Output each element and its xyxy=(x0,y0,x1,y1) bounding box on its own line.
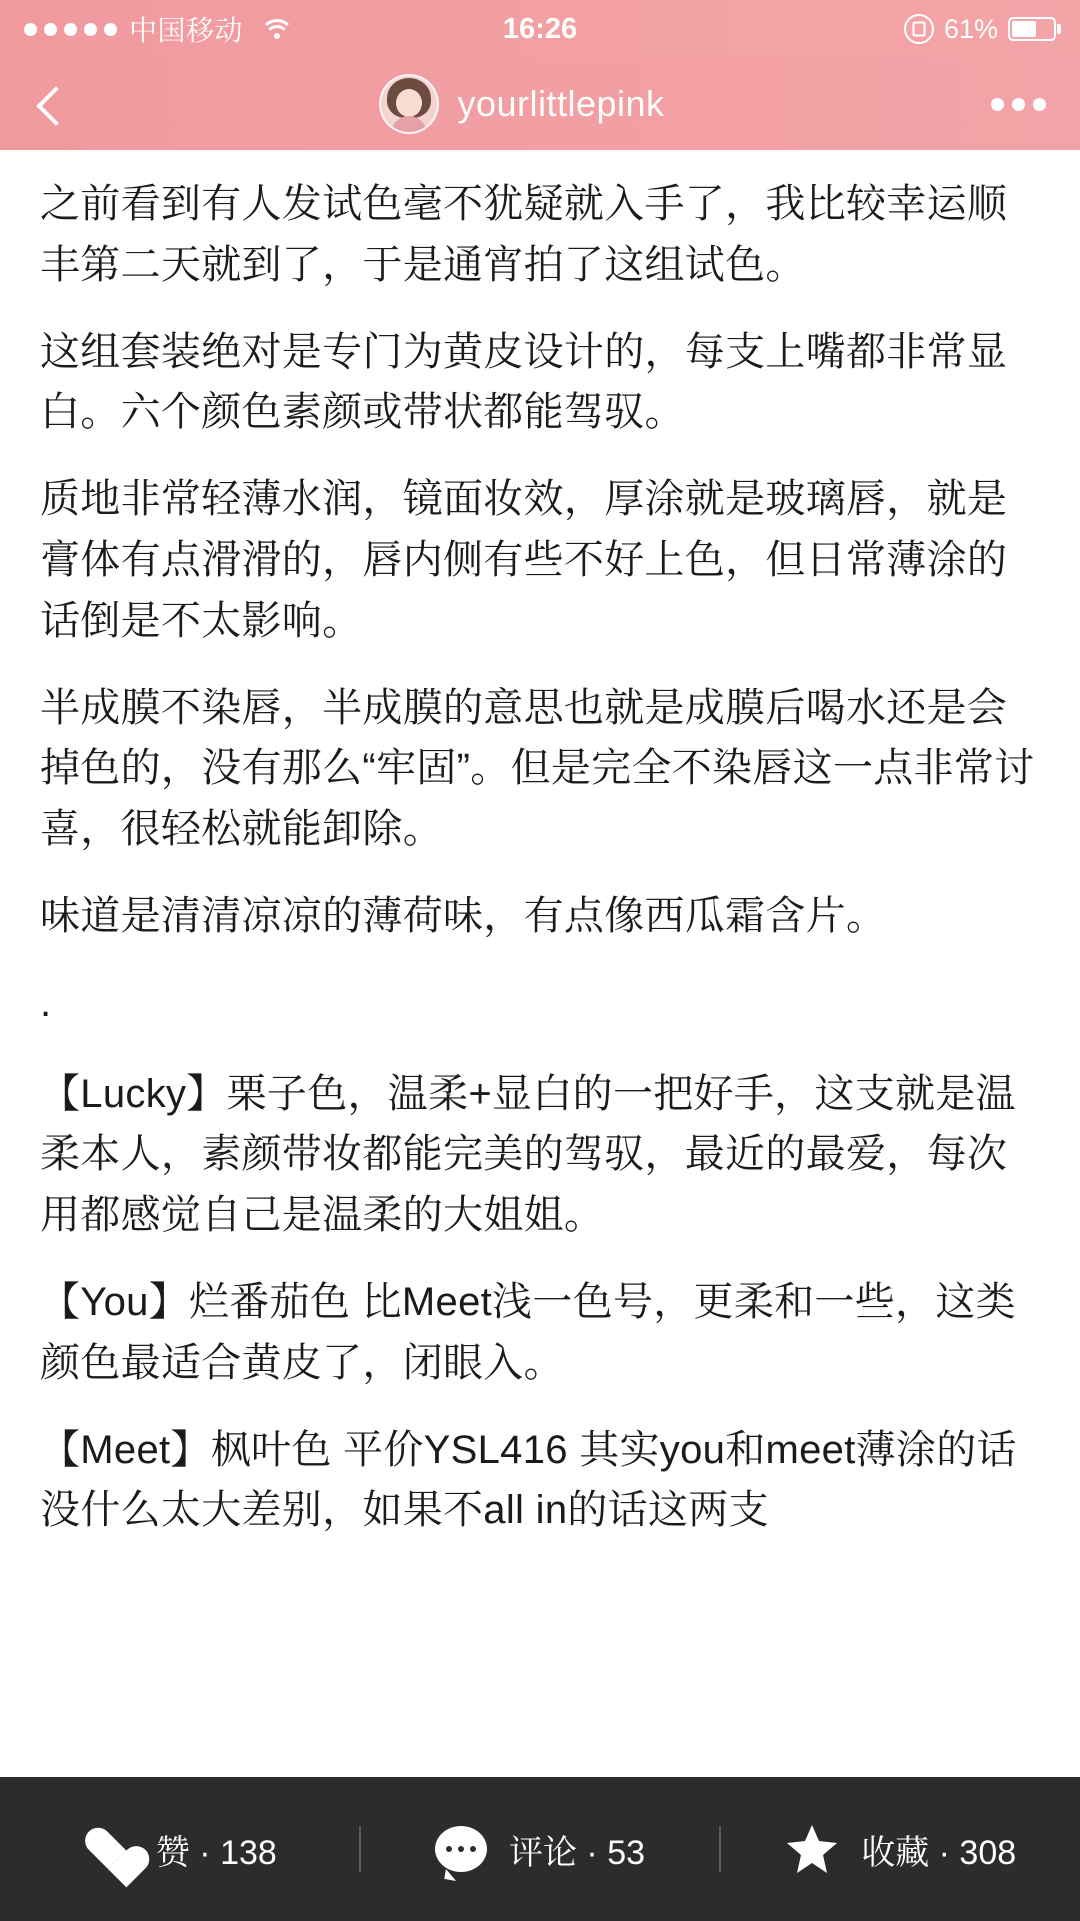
status-bar-left xyxy=(24,9,540,49)
signal-strength-icon xyxy=(24,23,117,36)
status-bar-right xyxy=(540,14,1056,45)
note-paragraph: 这组套装绝对是专门为黄皮设计的，每支上嘴都非常显白。六个颜色素颜或带状都能驾驭。 xyxy=(40,329,1008,435)
note-paragraph: 【You】烂番茄色 比Meet浅一色号，更柔和一些，这类颜色最适合黄皮了，闭眼入。 xyxy=(40,1279,1016,1385)
comment-button[interactable] xyxy=(361,1825,720,1874)
note-content[interactable] xyxy=(0,150,1080,1777)
status-bar xyxy=(0,0,1080,58)
note-paragraph: . xyxy=(40,980,52,1025)
note-paragraph: 【Lucky】栗子色，温柔+显白的一把好手，这支就是温柔本人，素颜带妆都能完美的驾驭，最近的最爱，每次用都感觉自己是温柔的大姐姐。 xyxy=(40,1071,1016,1238)
bottom-action-bar xyxy=(0,1777,1080,1921)
more-options-icon[interactable] xyxy=(970,98,1046,111)
note-paragraph: 【Meet】枫叶色 平价YSL416 其实you和meet薄涂的话没什么太大差别，如果不all in的话这两支 xyxy=(40,1427,1017,1533)
battery-icon xyxy=(1008,17,1056,41)
battery-percent-label: 61% xyxy=(943,13,998,44)
star-icon xyxy=(785,1823,839,1875)
collect-label: 收藏 · 308 xyxy=(861,1833,1017,1872)
author-nickname[interactable]: yourlittlepink xyxy=(457,83,665,124)
comment-label: 评论 · 53 xyxy=(508,1833,646,1872)
comment-icon xyxy=(435,1826,487,1872)
note-paragraph: 之前看到有人发试色毫不犹疑就入手了，我比较幸运顺丰第二天就到了，于是通宵拍了这组试色。 xyxy=(40,182,1008,287)
like-button[interactable] xyxy=(0,1825,359,1874)
heart-icon xyxy=(82,1825,134,1873)
collect-button[interactable] xyxy=(721,1823,1080,1875)
carrier-label: 中国移动 xyxy=(129,15,244,46)
nav-title-group[interactable] xyxy=(74,74,970,134)
note-paragraph: 味道是清清凉凉的薄荷味，有点像西瓜霜含片。 xyxy=(40,893,887,938)
back-chevron-icon[interactable] xyxy=(34,84,74,124)
nav-bar xyxy=(0,58,1080,150)
note-paragraph: 质地非常轻薄水润，镜面妆效，厚涂就是玻璃唇，就是膏体有点滑滑的，唇内侧有些不好上色，但日常薄涂的话倒是不太影响。 xyxy=(40,477,1008,643)
wifi-icon xyxy=(261,17,293,41)
like-label: 赞 · 138 xyxy=(155,1833,277,1872)
status-bar-clock: 16:26 xyxy=(502,12,578,45)
note-paragraph: 半成膜不染唇，半成膜的意思也就是成膜后喝水还是会掉色的，没有那么“牢固”。但是完全不染唇这一点非常讨喜，很轻松就能卸除。 xyxy=(40,685,1035,852)
avatar[interactable] xyxy=(379,74,439,134)
rotation-lock-icon xyxy=(904,14,934,44)
